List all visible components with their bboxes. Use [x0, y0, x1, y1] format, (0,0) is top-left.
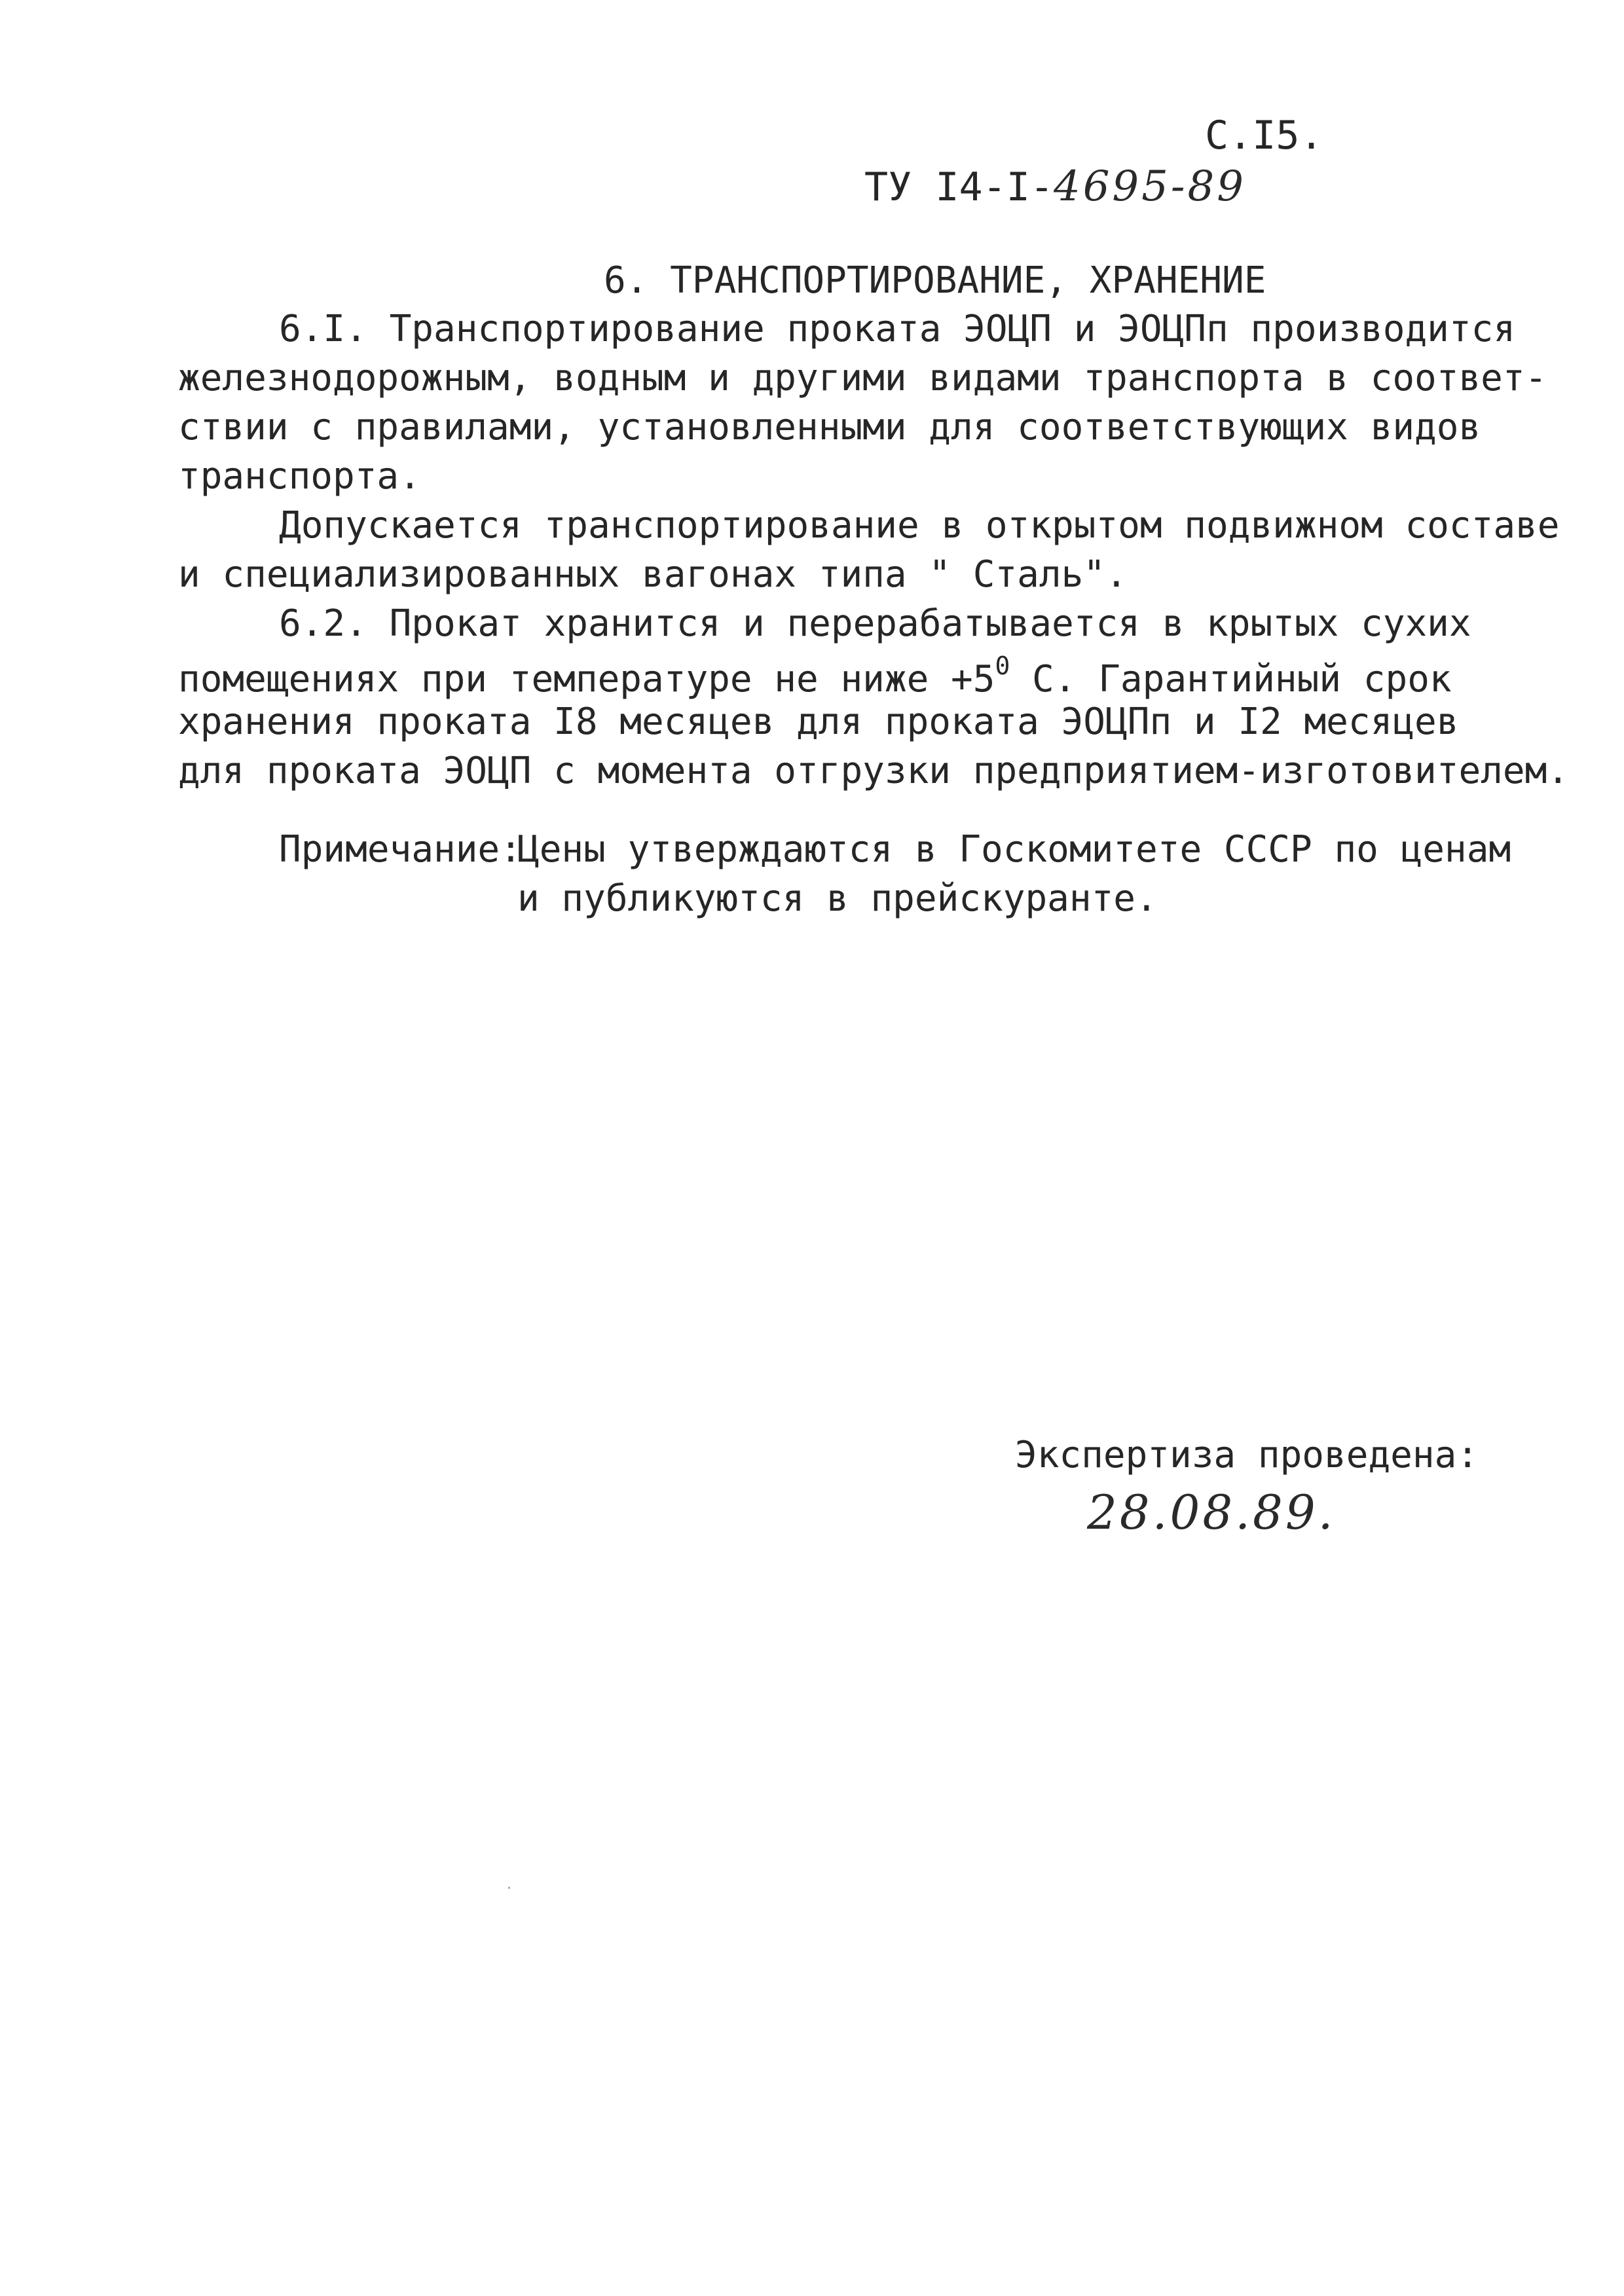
section-title: 6. ТРАНСПОРТИРОВАНИЕ, ХРАНЕНИЕ [604, 259, 1266, 302]
document-code-handwritten: 4695-89 [1053, 162, 1246, 211]
paragraph-6-1-line-1: 6.I. Транспортирование проката ЭОЦП и ЭОЦПп производится [279, 308, 1516, 350]
scan-speck [508, 1887, 510, 1889]
paragraph-6-2-line-3: хранения проката I8 месяцев для проката ЭОЦПп и I2 месяцев [178, 701, 1459, 743]
paragraph-allowed-line-2: и специализированных вагонах типа " Сталь". [178, 553, 1128, 596]
paragraph-6-2-line-2 [178, 651, 1452, 701]
expertise-label: Экспертиза проведена: [1015, 1434, 1479, 1476]
paragraph-6-1-line-4: транспорта. [178, 455, 421, 498]
degree-superscript: 0 [995, 651, 1010, 680]
page-number: С.I5. [1205, 113, 1323, 158]
paragraph-allowed-line-1: Допускается транспортирование в открытом подвижном составе [279, 504, 1560, 547]
paragraph-6-1-line-2: железнодорожным, водным и другими видами транспорта в соответ- [178, 357, 1547, 399]
expertise-date-handwritten: 28.08.89. [1087, 1485, 1336, 1540]
paragraph-6-2-line-1: 6.2. Прокат хранится и перерабатывается в крытых сухих [279, 602, 1471, 645]
paragraph-6-2-line-2-start: помещениях при температуре не ниже +5 [178, 658, 995, 701]
paragraph-6-2-line-2-end: С. Гарантийный срок [1010, 658, 1452, 701]
note-line-2: и публикуются в прейскуранте. [517, 877, 1158, 920]
note-label: Примечание: [279, 828, 522, 871]
paragraph-6-2-line-4: для проката ЭОЦП с момента отгрузки предприятием-изготовителем. [178, 750, 1570, 792]
note-line-1: Цены утверждаются в Госкомитете СССР по ценам [517, 828, 1511, 871]
paragraph-6-1-line-3: ствии с правилами, установленными для соответствующих видов [178, 406, 1481, 448]
document-code [864, 162, 1246, 211]
document-code-prefix: ТУ I4-I- [864, 164, 1054, 210]
